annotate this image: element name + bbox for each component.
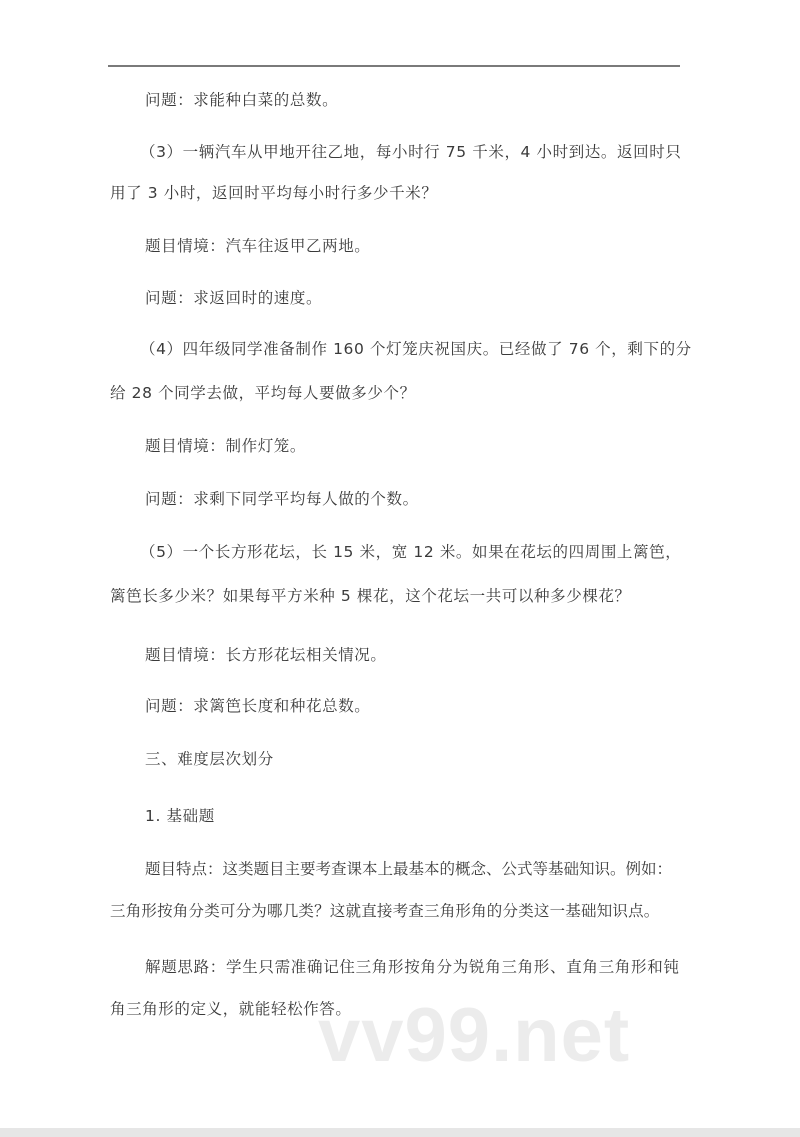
paragraph-line: 角三角形的定义，就能轻松作答。	[110, 1000, 352, 1018]
paragraph-line: 题目情境：制作灯笼。	[145, 437, 307, 455]
header-rule	[108, 65, 680, 67]
paragraph-line: 问题：求能种白菜的总数。	[145, 91, 339, 109]
subsection-heading: 1. 基础题	[145, 807, 215, 825]
watermark: vv99.net	[318, 993, 631, 1078]
paragraph-line: 问题：求篱笆长度和种花总数。	[145, 697, 371, 715]
paragraph-line: 题目情境：汽车往返甲乙两地。	[145, 237, 371, 255]
paragraph-line: 用了 3 小时，返回时平均每小时行多少千米？	[110, 184, 438, 202]
section-heading: 三、难度层次划分	[145, 750, 274, 768]
paragraph-line: 三角形按角分类可分为哪几类？这就直接考查三角形角的分类这一基础知识点。	[110, 902, 660, 920]
page-bottom-edge	[0, 1128, 800, 1137]
paragraph-line: （4）四年级同学准备制作 160 个灯笼庆祝国庆。已经做了 76 个，剩下的分	[140, 340, 692, 358]
paragraph-line: 解题思路：学生只需准确记住三角形按角分为锐角三角形、直角三角形和钝	[145, 958, 680, 976]
paragraph-line: 题目情境：长方形花坛相关情况。	[145, 646, 387, 664]
paragraph-line: （5）一个长方形花坛，长 15 米，宽 12 米。如果在花坛的四周围上篱笆，	[140, 543, 682, 561]
paragraph-line: 篱笆长多少米？如果每平方米种 5 棵花，这个花坛一共可以种多少棵花？	[110, 587, 631, 605]
paragraph-line: （3）一辆汽车从甲地开往乙地，每小时行 75 千米，4 小时到达。返回时只	[140, 143, 682, 161]
paragraph-line: 问题：求剩下同学平均每人做的个数。	[145, 490, 419, 508]
paragraph-line: 给 28 个同学去做，平均每人要做多少个？	[110, 384, 416, 402]
paragraph-line: 问题：求返回时的速度。	[145, 289, 323, 307]
paragraph-line: 题目特点：这类题目主要考查课本上最基本的概念、公式等基础知识。例如：	[145, 860, 673, 878]
